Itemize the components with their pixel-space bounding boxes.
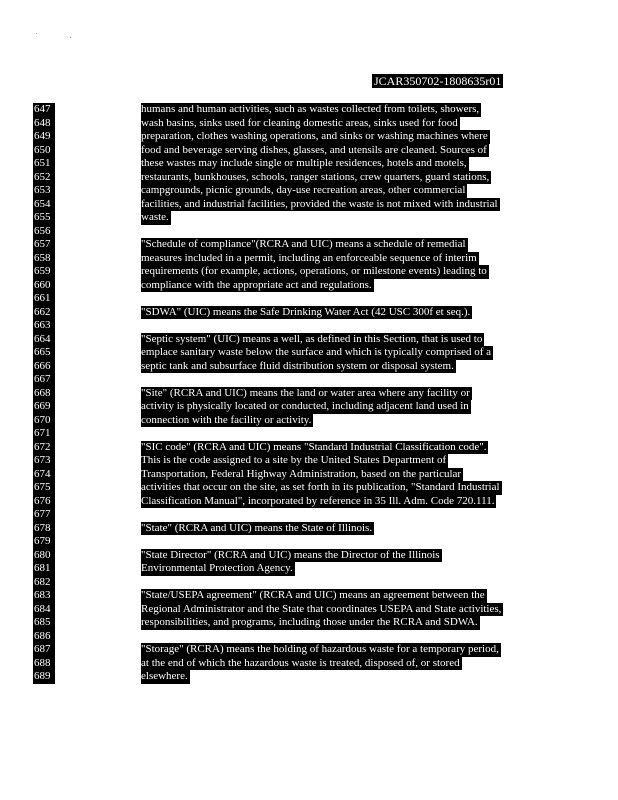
definition-paragraph <box>141 306 541 320</box>
text-line: responsibilities, and programs, including those under the RCRA and SDWA. <box>141 616 478 628</box>
document-code: JCAR350702-1808635r01 <box>374 74 502 88</box>
line-number: 669 <box>34 400 51 412</box>
line-number: 681 <box>34 562 51 574</box>
line-number: 647 <box>34 103 51 115</box>
line-number: 684 <box>34 602 51 615</box>
text-line: elsewhere. <box>141 670 188 682</box>
text-line: these wastes may include single or multiple residences, hotels and motels, <box>141 157 467 169</box>
text-line: emplace sanitary waste below the surface and which is typically comprised of a <box>141 346 492 358</box>
line-number-column <box>33 103 55 684</box>
line-number: 683 <box>34 589 51 601</box>
text-line: preparation, clothes washing operations, and sinks or washing machines where <box>141 130 488 142</box>
scan-speck <box>70 37 71 38</box>
text-line: campgrounds, picnic grounds, day-use recreation areas, other commercial <box>141 184 466 196</box>
line-number: 651 <box>34 157 51 169</box>
paragraph-gap <box>141 319 541 333</box>
line-number: 650 <box>34 143 51 156</box>
text-line: compliance with the appropriate act and regulations. <box>141 278 372 291</box>
line-number: 654 <box>34 197 51 210</box>
text-line: humans and human activities, such as wastes collected from toilets, showers, <box>141 103 480 115</box>
line-number: 666 <box>34 359 51 372</box>
paragraph-gap <box>141 427 541 441</box>
line-number: 660 <box>34 278 51 291</box>
text-line: connection with the facility or activity. <box>141 413 312 426</box>
line-number: 670 <box>34 413 51 426</box>
line-number: 658 <box>34 251 51 264</box>
line-number: 687 <box>34 643 51 655</box>
line-number: 663 <box>34 319 51 331</box>
line-number: 676 <box>34 494 51 507</box>
line-number: 652 <box>34 170 51 183</box>
line-number: 649 <box>34 130 51 142</box>
text-line: septic tank and subsurface fluid distribution system or disposal system. <box>141 359 454 372</box>
text-line: waste. <box>141 211 169 223</box>
document-body <box>141 103 541 684</box>
line-number: 672 <box>34 440 51 453</box>
text-line: wash basins, sinks used for cleaning domestic areas, sinks used for food <box>141 116 458 129</box>
text-line: "Schedule of compliance"(RCRA and UIC) means a schedule of remedial <box>141 238 466 250</box>
line-number: 668 <box>34 386 51 399</box>
line-number: 682 <box>34 575 51 588</box>
text-line: requirements (for example, actions, operations, or milestone events) leading to <box>141 265 487 277</box>
line-number: 648 <box>34 116 51 129</box>
line-number: 680 <box>34 548 51 561</box>
line-number: 657 <box>34 238 51 250</box>
text-line: "State" (RCRA and UIC) means the State of Illinois. <box>141 521 373 534</box>
paragraph-gap <box>141 292 541 306</box>
line-number: 689 <box>34 670 51 682</box>
paragraph-gap <box>141 508 541 522</box>
line-number: 678 <box>34 521 51 534</box>
line-number: 667 <box>34 373 51 385</box>
definition-paragraph <box>141 549 541 576</box>
line-number: 659 <box>34 265 51 277</box>
paragraph-gap <box>141 576 541 590</box>
line-number: 665 <box>34 346 51 358</box>
text-line: Transportation, Federal Highway Administration, based on the particular <box>141 467 462 480</box>
definition-paragraph <box>141 103 541 225</box>
text-line: Classification Manual", incorporated by reference in 35 Ill. Adm. Code 720.111. <box>141 494 495 507</box>
text-line: at the end of which the hazardous waste is treated, disposed of, or stored <box>141 656 460 669</box>
paragraph-gap <box>141 630 541 644</box>
text-line: This is the code assigned to a site by the United States Department of <box>141 454 447 466</box>
line-number: 686 <box>34 629 51 642</box>
line-number: 679 <box>34 535 51 547</box>
definition-paragraph <box>141 522 541 536</box>
text-line: "State Director" (RCRA and UIC) means the Director of the Illinois <box>141 548 440 561</box>
text-line: "Site" (RCRA and UIC) means the land or water area where any facility or <box>141 386 470 399</box>
definition-paragraph <box>141 333 541 374</box>
text-line: "Septic system" (UIC) means a well, as defined in this Section, that is used to <box>141 332 483 345</box>
paragraph-gap <box>141 373 541 387</box>
definition-paragraph <box>141 589 541 630</box>
text-line: "SIC code" (RCRA and UIC) means "Standard Industrial Classification code". <box>141 440 487 453</box>
text-line: "SDWA" (UIC) means the Safe Drinking Water Act (42 USC 300f et seq.). <box>141 305 471 318</box>
text-line: activity is physically located or conducted, including adjacent land used in <box>141 400 469 412</box>
definition-paragraph <box>141 238 541 292</box>
text-line: food and beverage serving dishes, glasses, and utensils are cleaned. Sources of <box>141 143 487 156</box>
line-number: 656 <box>34 224 51 237</box>
line-number: 662 <box>34 305 51 318</box>
line-number: 673 <box>34 454 51 466</box>
line-number: 664 <box>34 332 51 345</box>
line-number: 688 <box>34 656 51 669</box>
line-number: 653 <box>34 184 51 196</box>
text-line: activities that occur on the site, as set forth in its publication, "Standard Industrial <box>141 481 500 493</box>
line-number: 677 <box>34 508 51 520</box>
scan-speck <box>36 33 37 34</box>
text-line: "State/USEPA agreement" (RCRA and UIC) means an agreement between the <box>141 589 485 601</box>
line-number: 655 <box>34 211 51 223</box>
definition-paragraph <box>141 387 541 428</box>
line-number: 674 <box>34 467 51 480</box>
text-line: "Storage" (RCRA) means the holding of hazardous waste for a temporary period, <box>141 643 499 655</box>
line-number: 671 <box>34 427 51 439</box>
line-number: 685 <box>34 616 51 628</box>
definition-paragraph <box>141 441 541 509</box>
line-number: 661 <box>34 292 51 304</box>
text-line: measures included in a permit, including an enforceable sequence of interim <box>141 251 477 264</box>
paragraph-gap <box>141 225 541 239</box>
text-line: facilities, and industrial facilities, provided the waste is not mixed with industrial <box>141 197 498 210</box>
text-line: Environmental Protection Agency. <box>141 562 293 574</box>
line-number: 675 <box>34 481 51 493</box>
definition-paragraph <box>141 643 541 684</box>
text-line: Regional Administrator and the State that coordinates USEPA and State activities, <box>141 602 502 615</box>
paragraph-gap <box>141 535 541 549</box>
text-line: restaurants, bunkhouses, schools, ranger stations, crew quarters, guard stations, <box>141 170 490 183</box>
